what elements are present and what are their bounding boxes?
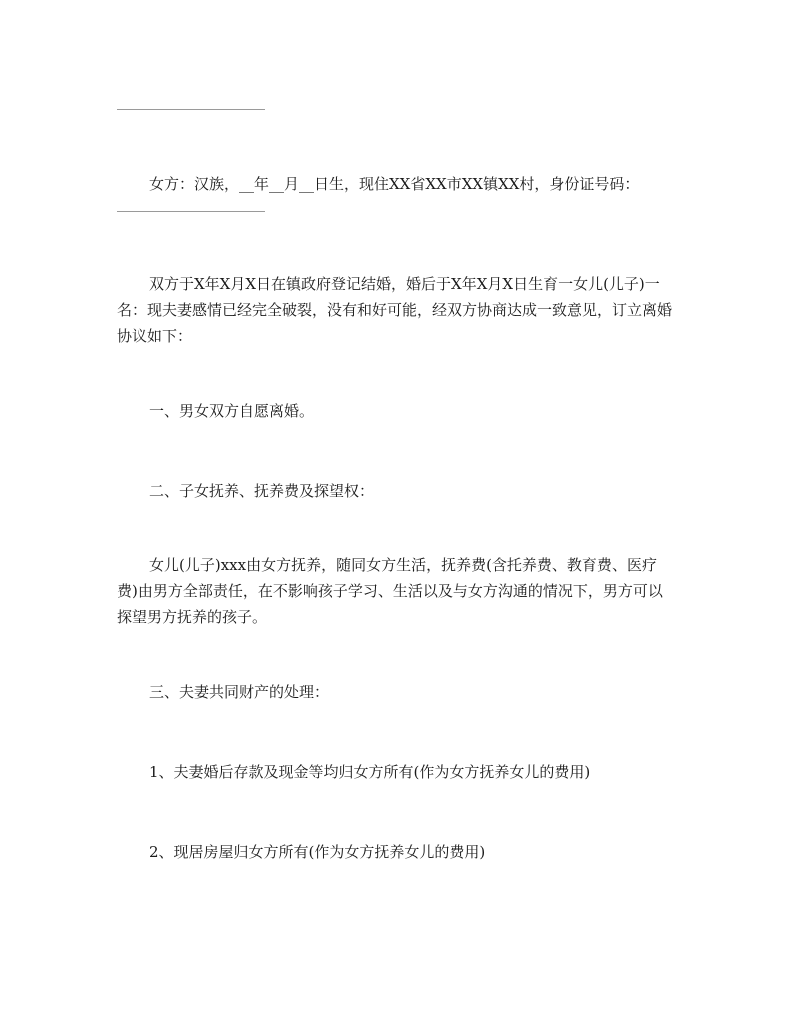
clause-2-heading: 二、子女抚养、抚养费及探望权：	[149, 482, 375, 500]
custody-paragraph: 女儿(儿子)xxx由女方抚养，随同女方生活，抚养费(含托养费、教育费、医疗费)由男方全部责任，在不影响孩子学习、生活以及与女方沟通的情况下，男方可以探望男方抚养的孩子。	[117, 556, 663, 626]
clause-3-heading: 三、夫妻共同财产的处理：	[149, 683, 330, 701]
wife-info-paragraph: 女方：汉族，__年__月__日生，现住XX省XX市XX镇XX村，身份证号码：	[149, 175, 640, 193]
marriage-fact-paragraph: 双方于X年X月X日在镇政府登记结婚，婚后于X年X月X日生育一女儿(儿子)一名：现夫妻感情已经完全破裂，没有和好可能，经双方协商达成一致意见，订立离婚协议如下：	[117, 275, 673, 345]
property-item-1: 1、夫妻婚后存款及现金等均归女方所有(作为女方抚养女儿的费用)	[149, 763, 591, 781]
id-number-blank-line	[117, 211, 265, 212]
property-item-2: 2、现居房屋归女方所有(作为女方抚养女儿的费用)	[149, 843, 486, 861]
clause-1-heading: 一、男女双方自愿离婚。	[149, 402, 315, 420]
signature-blank-line	[117, 109, 265, 110]
